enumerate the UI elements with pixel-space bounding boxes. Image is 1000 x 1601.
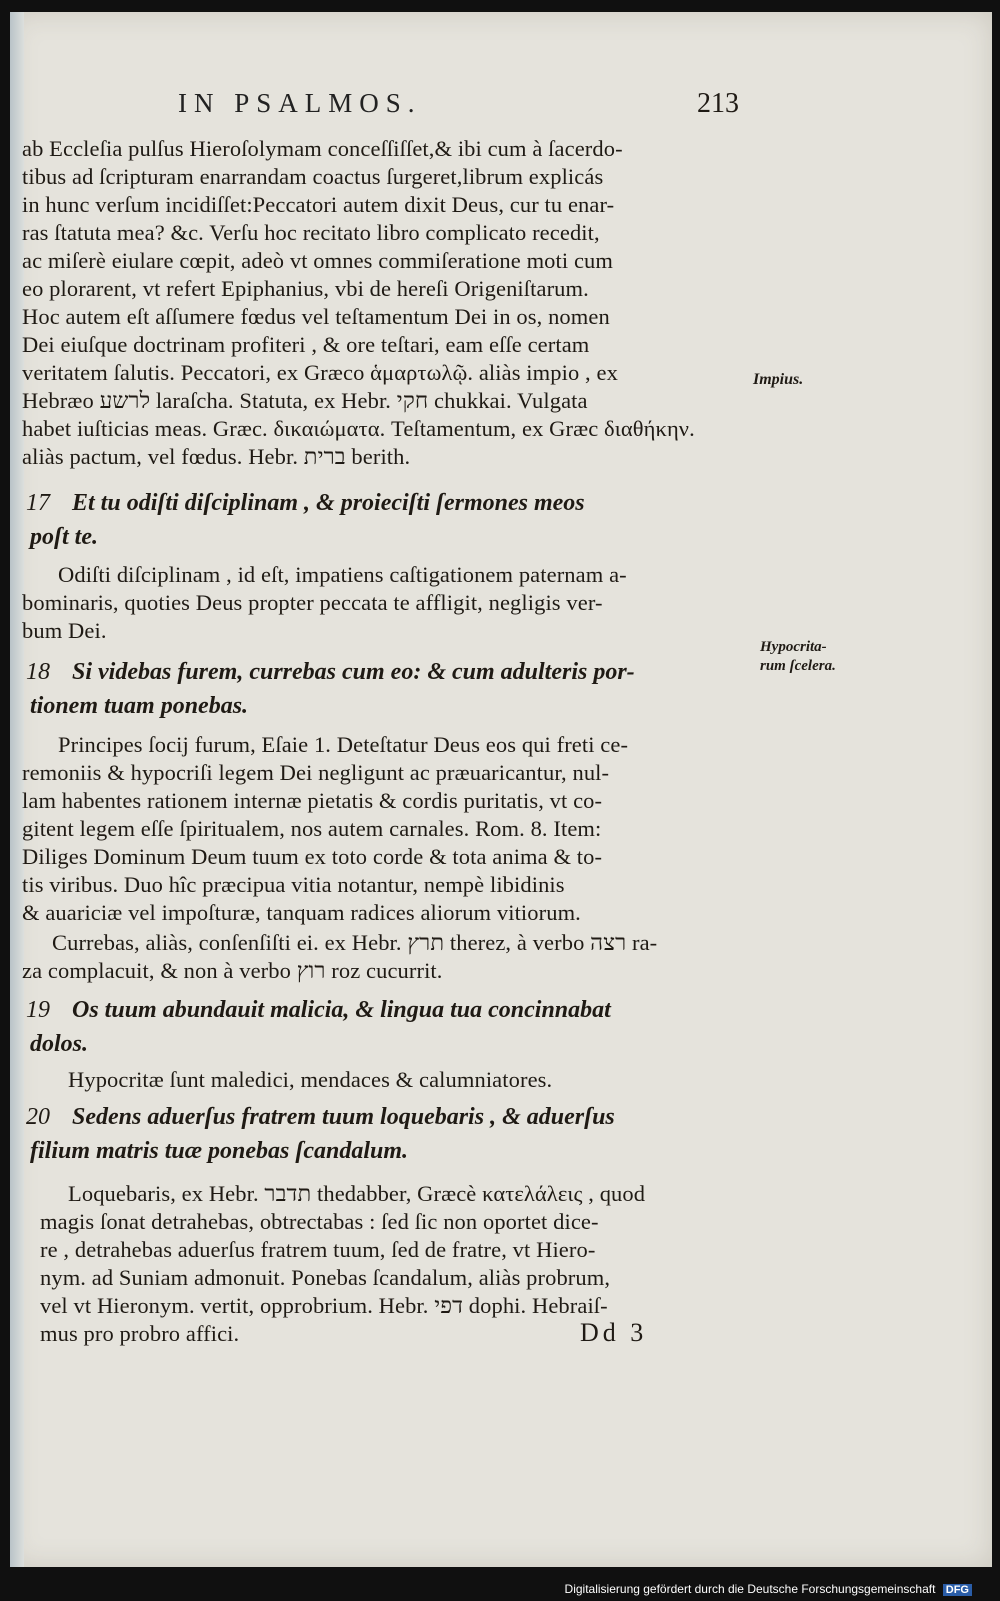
text-line: & auariciæ vel impoſturæ, tanquam radices aliorum vitiorum. xyxy=(22,900,581,925)
text-line: veritatem ſalutis. Peccatori, ex Græco ἁμαρτωλῷ. aliàs impio , ex xyxy=(22,360,618,385)
text-line: ab Eccleſia pulſus Hieroſolymam conceſſiſſet,& ibi cum à ſacerdo- xyxy=(22,136,623,161)
text-line: Currebas, aliàs, conſenſiſti ei. ex Hebr. תרץ therez, à verbo רצה ra- xyxy=(52,930,658,955)
text-line: za complacuit, & non à verbo רוץ roz cucurrit. xyxy=(22,958,443,983)
verse-17-line-2: poſt te. xyxy=(30,524,98,550)
text-line: bum Dei. xyxy=(22,618,107,643)
text-line: aliàs pactum, vel fœdus. Hebr. ברית berith. xyxy=(22,444,411,469)
signature-mark: Dd 3 xyxy=(580,1318,648,1347)
text-line: nym. ad Suniam admonuit. Ponebas ſcandalum, aliàs probrum, xyxy=(40,1265,611,1290)
text-line: Dei eiuſque doctrinam profiteri , & ore teſtari, eam eſſe certam xyxy=(22,332,590,357)
text-line: mus pro probro affici. xyxy=(40,1321,240,1346)
verse-20-line xyxy=(26,1100,615,1134)
verse-text: Os tuum abundauit malicia, & lingua tua concinnabat xyxy=(72,997,611,1023)
text-line: ac miſerè eiulare cœpit, adeò vt omnes commiſeratione moti cum xyxy=(22,248,613,273)
verse-text: Sedens aduerſus fratrem tuum loquebaris , & aduerſus xyxy=(72,1104,615,1130)
verse-17-line xyxy=(26,486,585,520)
verse-18-line-2: tionem tuam ponebas. xyxy=(30,693,249,719)
text-line: Odiſti diſciplinam , id eſt, impatiens caſtigationem paternam a- xyxy=(58,562,627,587)
text-line: Principes ſocij furum, Eſaie 1. Deteſtatur Deus eos qui freti ce- xyxy=(58,732,629,757)
margin-note-impius: Impius. xyxy=(753,371,804,388)
text-line: Hebræo לרשע laraſcha. Statuta, ex Hebr. חקי chukkai. Vulgata xyxy=(22,388,588,413)
verse-number: 19 xyxy=(26,997,50,1023)
footer-credit xyxy=(565,1582,972,1596)
verse-18-line xyxy=(26,655,635,689)
page-number: 213 xyxy=(697,88,739,119)
verse-text: Et tu odiſti diſciplinam , & proieciſti ſermones meos xyxy=(72,490,585,516)
verse-19-line-2: dolos. xyxy=(30,1031,89,1057)
text-line: eo plorarent, vt refert Epiphanius, vbi de hereſi Origeniſtarum. xyxy=(22,276,589,301)
text-line: Loquebaris, ex Hebr. תדבר thedabber, Græcè κατελάλεις , quod xyxy=(68,1181,646,1206)
text-line: lam habentes rationem internæ pietatis & cordis puritatis, vt co- xyxy=(22,788,603,813)
verse-number: 17 xyxy=(26,490,50,516)
text-line: Diliges Dominum Deum tuum ex toto corde & tota anima & to- xyxy=(22,844,603,869)
verse-number: 20 xyxy=(26,1104,50,1130)
text-line: bominaris, quoties Deus propter peccata te affligit, negligis ver- xyxy=(22,590,603,615)
verse-number: 18 xyxy=(26,659,50,685)
dfg-logo: DFG xyxy=(943,1584,972,1596)
text-line: Hypocritæ ſunt maledici, mendaces & calumniatores. xyxy=(68,1067,553,1092)
verse-19-line xyxy=(26,993,611,1027)
text-line: ras ſtatuta mea? &c. Verſu hoc recitato libro complicato recedit, xyxy=(22,220,600,245)
text-line: habet iuſticias meas. Græc. δικαιώματα. Teſtamentum, ex Græc διαθήκην. xyxy=(22,416,695,441)
verse-20-line-2: filium matris tuæ ponebas ſcandalum. xyxy=(30,1138,409,1164)
text-line: remoniis & hypocriſi legem Dei negligunt ac præuaricantur, nul- xyxy=(22,760,610,785)
margin-note-line: Hypocrita- xyxy=(760,639,827,655)
text-line: gitent legem eſſe ſpiritualem, nos autem carnales. Rom. 8. Item: xyxy=(22,816,602,841)
text-line: tibus ad ſcripturam enarrandam coactus ſurgeret,librum explicás xyxy=(22,164,604,189)
running-head: IN PSALMOS. xyxy=(178,88,422,118)
text-line: Hoc autem eſt aſſumere fœdus vel teſtamentum Dei in os, nomen xyxy=(22,304,610,329)
margin-note-hypocritarum xyxy=(760,638,836,676)
text-line: tis viribus. Duo hîc præcipua vitia notantur, nempè libidinis xyxy=(22,872,565,897)
margin-note-line: rum ſcelera. xyxy=(760,658,836,674)
text-line: magis ſonat detrahebas, obtrectabas : ſed ſic non oportet dice- xyxy=(40,1209,599,1234)
footer-text: Digitalisierung gefördert durch die Deutsche Forschungsgemeinschaft xyxy=(564,1582,936,1596)
text-line: vel vt Hieronym. vertit, opprobrium. Hebr. דפי dophi. Hebraiſ- xyxy=(40,1293,608,1318)
text-line: re , detrahebas aduerſus fratrem tuum, ſed de fratre, vt Hiero- xyxy=(40,1237,596,1262)
text-line: in hunc verſum incidiſſet:Peccatori autem dixit Deus, cur tu enar- xyxy=(22,192,615,217)
verse-text: Si videbas furem, currebas cum eo: & cum adulteris por- xyxy=(72,659,635,685)
